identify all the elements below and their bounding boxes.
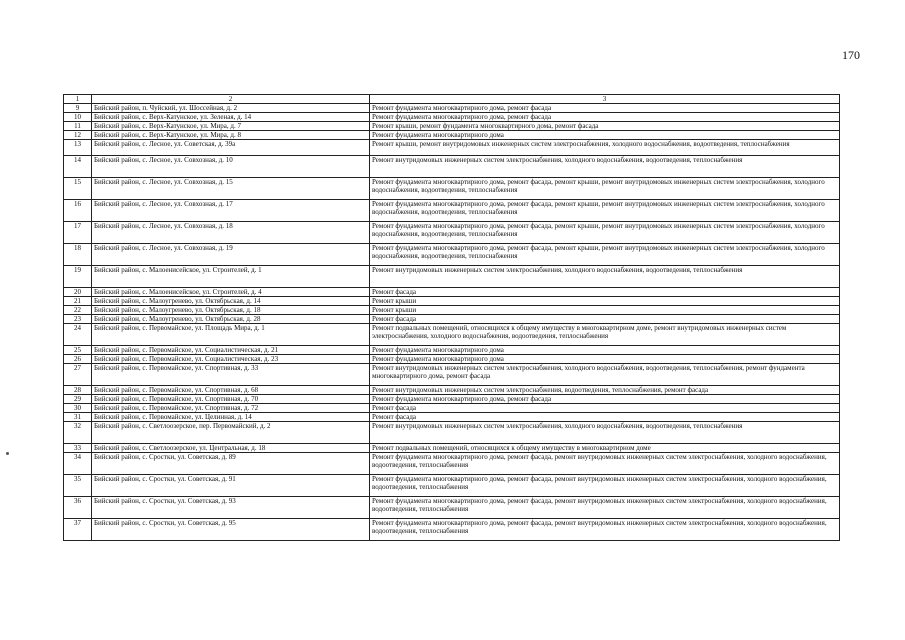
header-row (64, 95, 840, 104)
works-cell: Ремонт фундамента многоквартирного дома, ремонт фасада (370, 113, 840, 122)
table-row (64, 122, 840, 131)
works-cell: Ремонт крыши (370, 306, 840, 315)
table-row (64, 288, 840, 297)
works-cell: Ремонт фундамента многоквартирного дома, ремонт фасада, ремонт крыши, ремонт внутридомовых инженерных систем электроснабжения, холодного водоснабжения, водоотведения, теплоснабжения (370, 178, 840, 200)
address-cell: Бийский район, с. Сростки, ул. Советская, д. 93 (92, 497, 370, 519)
table-row (64, 364, 840, 386)
works-cell: Ремонт подвальных помещений, относящихся к общему имуществу в многоквартирном доме (370, 444, 840, 453)
address-cell: Бийский район, с. Первомайское, ул. Целинная, д. 14 (92, 413, 370, 422)
works-cell: Ремонт внутридомовых инженерных систем электроснабжения, холодного водоснабжения, водоотведения, теплоснабжения (370, 422, 840, 444)
table-row (64, 475, 840, 497)
row-number-cell: 26 (64, 355, 92, 364)
row-number-cell: 29 (64, 395, 92, 404)
address-cell: Бийский район, с. Лесное, ул. Совхозная, д. 15 (92, 178, 370, 200)
header-cell-works: 3 (370, 95, 840, 104)
address-cell: Бийский район, с. Малоенисейское, ул. Строителей, д. 1 (92, 266, 370, 288)
works-cell: Ремонт крыши, ремонт внутридомовых инженерных систем электроснабжения, холодного водоснабжения, водоотведения, теплоснабжения (370, 140, 840, 156)
address-cell: Бийский район, с. Лесное, ул. Совхозная, д. 10 (92, 156, 370, 178)
table-row (64, 413, 840, 422)
row-number-cell: 15 (64, 178, 92, 200)
address-cell: Бийский район, с. Малоугренево, ул. Октябрьская, д. 28 (92, 315, 370, 324)
table-body (64, 95, 840, 541)
works-cell: Ремонт внутридомовых инженерных систем электроснабжения, холодного водоснабжения, водоотведения, теплоснабжения (370, 156, 840, 178)
table-row (64, 497, 840, 519)
address-cell: Бийский район, п. Чуйский, ул. Шоссейная, д. 2 (92, 104, 370, 113)
address-cell: Бийский район, с. Верх-Катунское, ул. Мира, д. 7 (92, 122, 370, 131)
repair-register-table (63, 94, 840, 541)
row-number-cell: 23 (64, 315, 92, 324)
table-row (64, 395, 840, 404)
row-number-cell: 19 (64, 266, 92, 288)
address-cell: Бийский район, с. Сростки, ул. Советская, д. 95 (92, 519, 370, 541)
table-row (64, 444, 840, 453)
address-cell: Бийский район, с. Малоугренево, ул. Октябрьская, д. 14 (92, 297, 370, 306)
works-cell: Ремонт фундамента многоквартирного дома, ремонт фасада, ремонт внутридомовых инженерных систем электроснабжения, холодного водоснабжения, водоотведения, теплоснабжения (370, 519, 840, 541)
address-cell: Бийский район, с. Первомайское, ул. Спортивная, д. 68 (92, 386, 370, 395)
address-cell: Бийский район, с. Первомайское, ул. Социалистическая, д. 21 (92, 346, 370, 355)
table-row (64, 140, 840, 156)
works-cell: Ремонт фундамента многоквартирного дома, ремонт фасада, ремонт внутридомовых инженерных систем электроснабжения, холодного водоснабжения, водоотведения, теплоснабжения (370, 497, 840, 519)
row-number-cell: 13 (64, 140, 92, 156)
address-cell: Бийский район, с. Сростки, ул. Советская, д. 91 (92, 475, 370, 497)
address-cell: Бийский район, с. Первомайское, ул. Площадь Мира, д. 1 (92, 324, 370, 346)
row-number-cell: 34 (64, 453, 92, 475)
works-cell: Ремонт фасада (370, 315, 840, 324)
table-row (64, 156, 840, 178)
address-cell: Бийский район, с. Светлоозерское, пер. Первомайский, д. 2 (92, 422, 370, 444)
works-cell: Ремонт фундамента многоквартирного дома, ремонт фасада, ремонт крыши, ремонт внутридомовых инженерных систем электроснабжения, холодного водоснабжения, водоотведения, теплоснабжения (370, 222, 840, 244)
header-cell-number: 1 (64, 95, 92, 104)
table-row (64, 266, 840, 288)
address-cell: Бийский район, с. Первомайское, ул. Социалистическая, д. 23 (92, 355, 370, 364)
address-cell: Бийский район, с. Лесное, ул. Совхозная, д. 19 (92, 244, 370, 266)
row-number-cell: 35 (64, 475, 92, 497)
header-cell-address: 2 (92, 95, 370, 104)
row-number-cell: 10 (64, 113, 92, 122)
row-number-cell: 27 (64, 364, 92, 386)
works-cell: Ремонт фасада (370, 404, 840, 413)
table-row (64, 453, 840, 475)
row-number-cell: 9 (64, 104, 92, 113)
row-number-cell: 32 (64, 422, 92, 444)
works-cell: Ремонт фасада (370, 288, 840, 297)
table-row (64, 244, 840, 266)
works-cell: Ремонт внутридомовых инженерных систем электроснабжения, водоотведения, теплоснабжения, ремонт фасада (370, 386, 840, 395)
address-cell: Бийский район, с. Лесное, ул. Советская, д. 39а (92, 140, 370, 156)
works-cell: Ремонт подвальных помещений, относящихся к общему имуществу в многоквартирном доме, ремонт внутридомовых инженерных систем электроснабжения, холодного водоснабжения, водоотведения, теплоснабжения (370, 324, 840, 346)
table-row (64, 113, 840, 122)
table-row (64, 404, 840, 413)
address-cell: Бийский район, с. Сростки, ул. Советская, д. 89 (92, 453, 370, 475)
scan-speck (6, 452, 9, 455)
works-cell: Ремонт фундамента многоквартирного дома, ремонт фасада, ремонт внутридомовых инженерных систем электроснабжения, холодного водоснабжения, водоотведения, теплоснабжения (370, 475, 840, 497)
row-number-cell: 25 (64, 346, 92, 355)
address-cell: Бийский район, с. Малоугренево, ул. Октябрьская, д. 18 (92, 306, 370, 315)
works-cell: Ремонт фундамента многоквартирного дома (370, 346, 840, 355)
table-row (64, 200, 840, 222)
table-row (64, 131, 840, 140)
address-cell: Бийский район, с. Верх-Катунское, ул. Зеленая, д. 14 (92, 113, 370, 122)
row-number-cell: 16 (64, 200, 92, 222)
address-cell: Бийский район, с. Малоенисейское, ул. Строителей, д. 4 (92, 288, 370, 297)
table-row (64, 324, 840, 346)
row-number-cell: 33 (64, 444, 92, 453)
row-number-cell: 30 (64, 404, 92, 413)
address-cell: Бийский район, с. Лесное, ул. Совхозная, д. 17 (92, 200, 370, 222)
table-row (64, 178, 840, 200)
works-cell: Ремонт крыши (370, 297, 840, 306)
table-row (64, 386, 840, 395)
row-number-cell: 28 (64, 386, 92, 395)
table-row (64, 355, 840, 364)
works-cell: Ремонт фундамента многоквартирного дома (370, 131, 840, 140)
table-row (64, 222, 840, 244)
table-row (64, 297, 840, 306)
works-cell: Ремонт фундамента многоквартирного дома, ремонт фасада (370, 395, 840, 404)
row-number-cell: 12 (64, 131, 92, 140)
row-number-cell: 37 (64, 519, 92, 541)
works-cell: Ремонт внутридомовых инженерных систем электроснабжения, холодного водоснабжения, водоотведения, теплоснабжения (370, 266, 840, 288)
works-cell: Ремонт фундамента многоквартирного дома (370, 355, 840, 364)
table-row (64, 315, 840, 324)
address-cell: Бийский район, с. Первомайское, ул. Спортивная, д. 70 (92, 395, 370, 404)
address-cell: Бийский район, с. Первомайское, ул. Спортивная, д. 33 (92, 364, 370, 386)
row-number-cell: 36 (64, 497, 92, 519)
works-cell: Ремонт фундамента многоквартирного дома, ремонт фасада (370, 104, 840, 113)
table-row (64, 346, 840, 355)
row-number-cell: 14 (64, 156, 92, 178)
row-number-cell: 21 (64, 297, 92, 306)
address-cell: Бийский район, с. Лесное, ул. Совхозная, д. 18 (92, 222, 370, 244)
row-number-cell: 18 (64, 244, 92, 266)
address-cell: Бийский район, с. Первомайское, ул. Спортивная, д. 72 (92, 404, 370, 413)
table-row (64, 422, 840, 444)
works-cell: Ремонт фундамента многоквартирного дома, ремонт фасада, ремонт крыши, ремонт внутридомовых инженерных систем электроснабжения, холодного водоснабжения, водоотведения, теплоснабжения (370, 200, 840, 222)
works-cell: Ремонт фундамента многоквартирного дома, ремонт фасада, ремонт внутридомовых инженерных систем электроснабжения, холодного водоснабжения, водоотведения, теплоснабжения (370, 453, 840, 475)
row-number-cell: 31 (64, 413, 92, 422)
row-number-cell: 11 (64, 122, 92, 131)
works-cell: Ремонт внутридомовых инженерных систем электроснабжения, холодного водоснабжения, водоотведения, теплоснабжения, ремонт фундамента многоквартирного дома, ремонт фасада (370, 364, 840, 386)
works-cell: Ремонт фундамента многоквартирного дома, ремонт фасада, ремонт крыши, ремонт внутридомовых инженерных систем электроснабжения, холодного водоснабжения, водоотведения, теплоснабжения (370, 244, 840, 266)
row-number-cell: 17 (64, 222, 92, 244)
table-row (64, 306, 840, 315)
table-row (64, 104, 840, 113)
works-cell: Ремонт крыши, ремонт фундамента многоквартирного дома, ремонт фасада (370, 122, 840, 131)
row-number-cell: 20 (64, 288, 92, 297)
page-number: 170 (842, 48, 860, 62)
works-cell: Ремонт фасада (370, 413, 840, 422)
address-cell: Бийский район, с. Светлоозерское, ул. Центральная, д. 18 (92, 444, 370, 453)
row-number-cell: 24 (64, 324, 92, 346)
table-row (64, 519, 840, 541)
row-number-cell: 22 (64, 306, 92, 315)
address-cell: Бийский район, с. Верх-Катунское, ул. Мира, д. 8 (92, 131, 370, 140)
